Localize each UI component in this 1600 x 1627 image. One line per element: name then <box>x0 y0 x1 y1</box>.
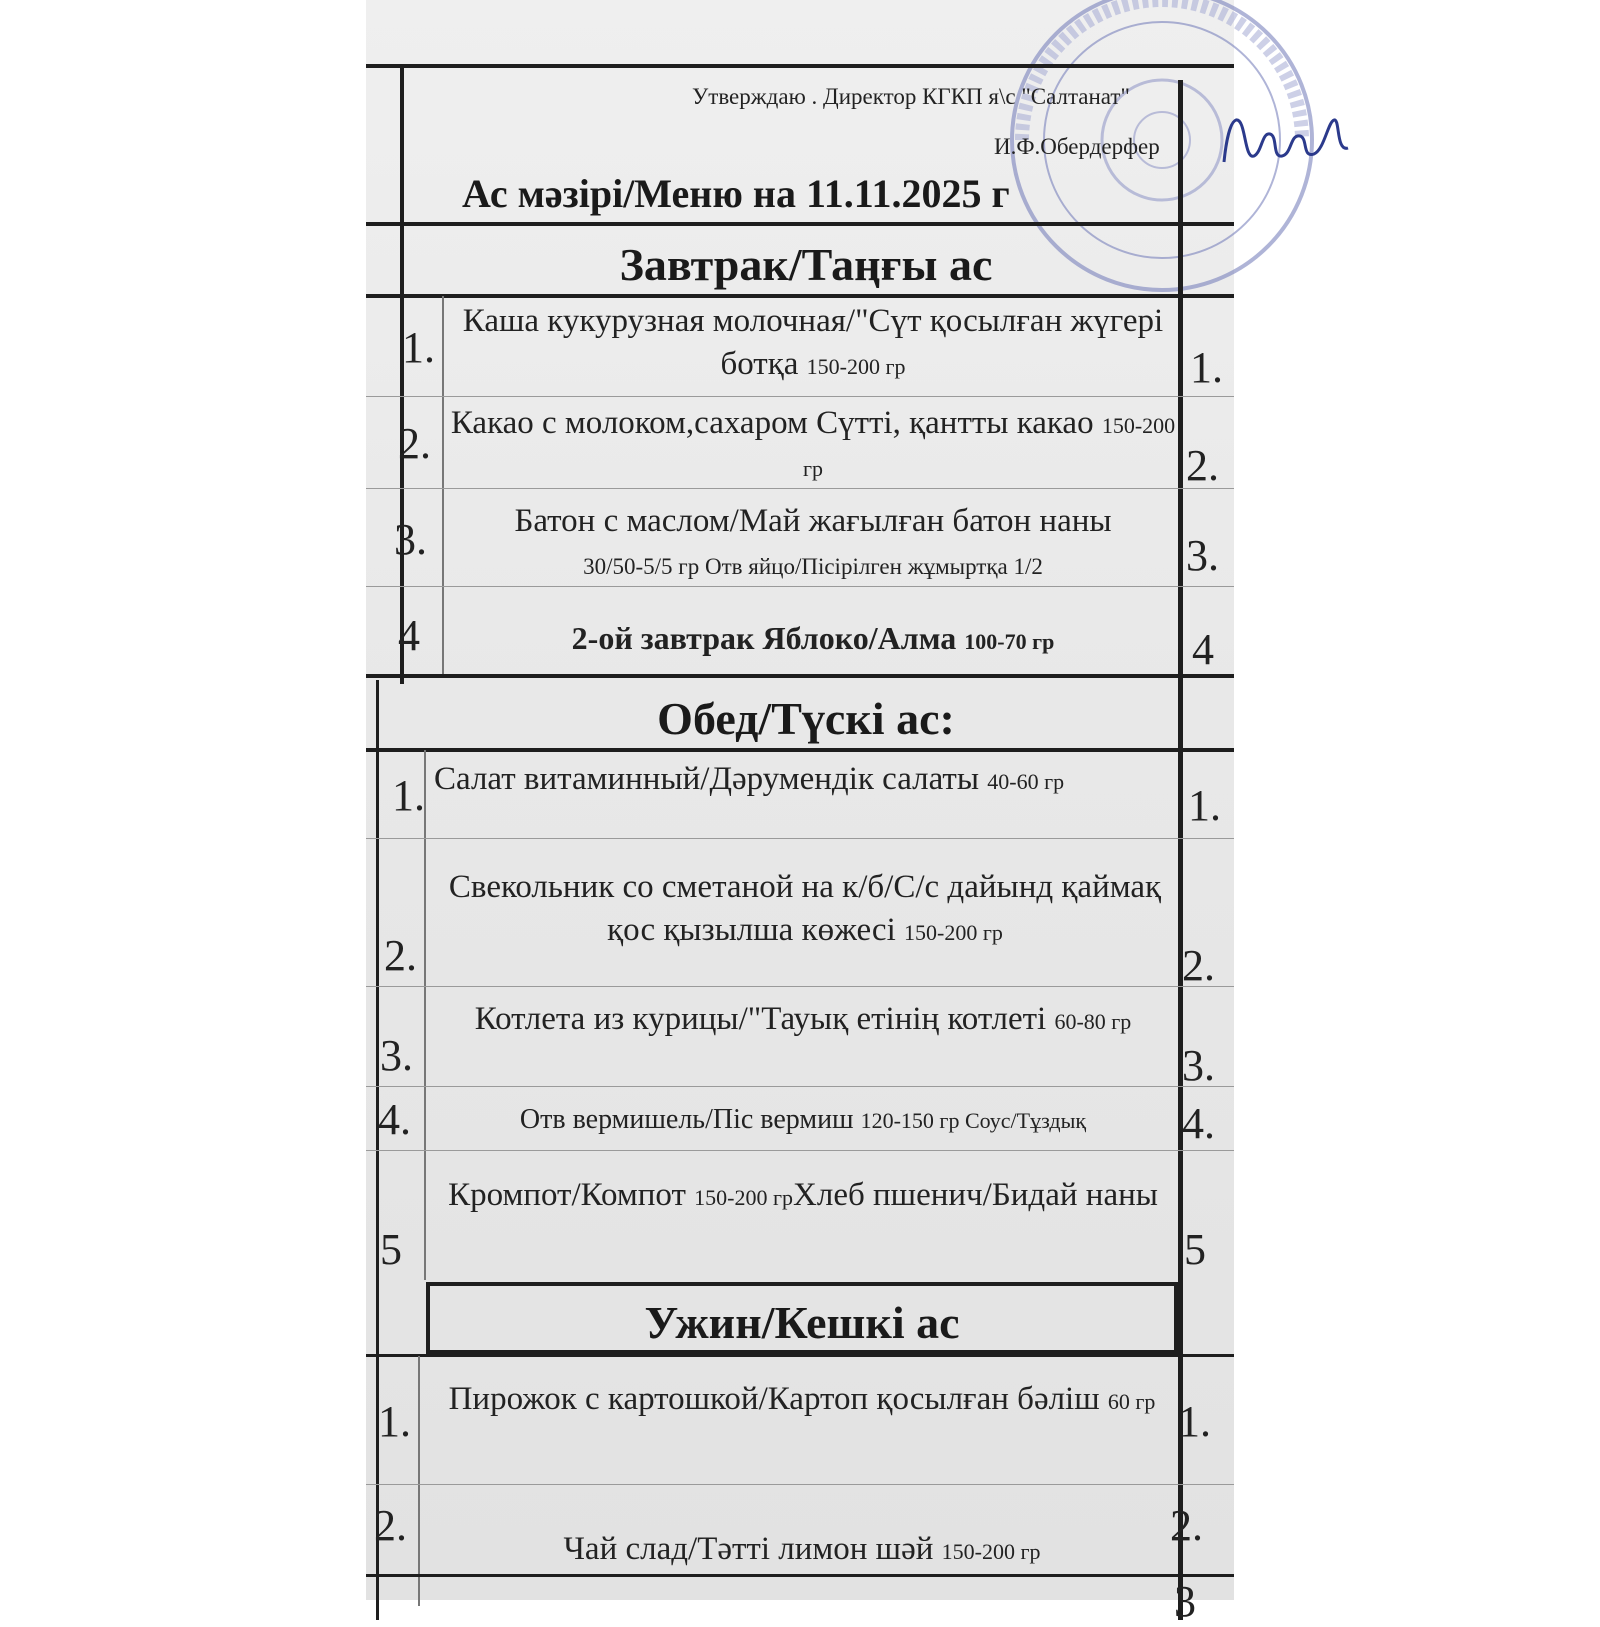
breakfast-item: Какао с молоком,сахаром Сүтті, қантты какао 150-200 гр <box>450 405 1176 481</box>
breakfast-num: 1. <box>402 323 435 372</box>
right-col-num: 4 <box>1192 625 1214 674</box>
lunch-item: Отв вермишель/Піс вермиш 120-150 гр Соус/Тұздық <box>519 1104 1087 1135</box>
dinner-item: Пирожок с картошкой/Картоп қосылған бәліш 60 гр <box>448 1381 1156 1417</box>
breakfast-item: Каша кукурузная молочная/"Сүт қосылған жүгері ботқа 150-200 гр <box>462 303 1164 382</box>
right-col-num: 5 <box>1184 1225 1206 1274</box>
dinner-num: 1. <box>378 1397 411 1446</box>
right-col-num: 3 <box>1174 1577 1196 1626</box>
right-col-num: 1. <box>1190 343 1223 392</box>
row-divider <box>366 396 1234 397</box>
rule-lunch-top <box>366 674 1234 678</box>
rule-left <box>400 64 404 684</box>
lunch-item: Котлета из курицы/"Тауық етінің котлеті 60-80 гр <box>474 1001 1132 1037</box>
dinner-item: Чай слад/Тәтті лимон шәй 150-200 гр <box>563 1531 1041 1567</box>
right-col-num: 2. <box>1182 941 1215 990</box>
row-divider <box>366 586 1234 587</box>
right-col-num: 1. <box>1188 781 1221 830</box>
right-col-num: 2. <box>1186 441 1219 490</box>
lunch-item: Салат витаминный/Дәрумендік салаты 40-60 гр <box>434 761 1065 797</box>
lunch-num: 4. <box>378 1095 411 1144</box>
row-divider <box>366 1150 1234 1151</box>
breakfast-num: 3. <box>394 515 427 564</box>
dinner-num: 2. <box>374 1501 407 1550</box>
rule-dinner <box>366 1354 1234 1357</box>
row-divider <box>366 986 1234 987</box>
rule-breakfast <box>366 294 1234 298</box>
lunch-num: 3. <box>380 1031 413 1080</box>
rule-top <box>366 64 1234 68</box>
lunch-num: 1. <box>392 771 425 820</box>
rule-title <box>366 222 1234 226</box>
rule-num-col <box>418 1356 420 1606</box>
right-col-num: 2. <box>1170 1501 1203 1550</box>
lunch-heading: Обед/Түскі ас: <box>657 693 955 744</box>
lunch-item: Свекольник со сметаной на к/б/С/с дайынд қаймақ қос қызылша көжесі 150-200 гр <box>448 869 1162 948</box>
lunch-item: Кромпот/Компот 150-200 грХлеб пшенич/Бидай наны <box>448 1177 1158 1213</box>
dinner-heading: Ужин/Кешкі ас <box>644 1297 960 1348</box>
approval-line: Утверждаю . Директор КГКП я\с "Салтанат" <box>692 84 1130 109</box>
row-divider <box>366 838 1234 839</box>
rule-bottom <box>366 1574 1234 1577</box>
lunch-num: 5 <box>380 1225 402 1274</box>
approval-signer: И.Ф.Обердерфер <box>994 134 1160 159</box>
signature <box>1216 112 1356 172</box>
rule-lunch <box>366 748 1234 752</box>
lunch-num: 2. <box>384 931 417 980</box>
row-divider <box>366 1086 1234 1087</box>
breakfast-item: Батон с маслом/Май жағылған батон наны 30/50-5/5 гр Отв яйцо/Пісірілген жұмыртқа 1/2 <box>514 503 1112 579</box>
right-col-num: 3. <box>1182 1041 1215 1090</box>
rule-num-col <box>442 296 444 676</box>
breakfast-item: 2-ой завтрак Яблоко/Алма 100-70 гр <box>571 620 1055 656</box>
right-col-num: 4. <box>1182 1099 1215 1148</box>
row-divider <box>366 488 1234 489</box>
menu-sheet <box>366 0 1234 1626</box>
rule-right <box>1178 80 1183 1620</box>
rule-num-col <box>424 750 426 1280</box>
row-divider <box>366 1484 1234 1485</box>
breakfast-heading: Завтрак/Таңғы ас <box>619 239 993 290</box>
right-col-num: 1. <box>1178 1397 1211 1446</box>
breakfast-num: 2. <box>398 419 431 468</box>
right-col-num: 3. <box>1186 531 1219 580</box>
breakfast-num: 4 <box>398 611 420 660</box>
menu-title: Ас мәзірі/Меню на 11.11.2025 г <box>462 171 1010 216</box>
